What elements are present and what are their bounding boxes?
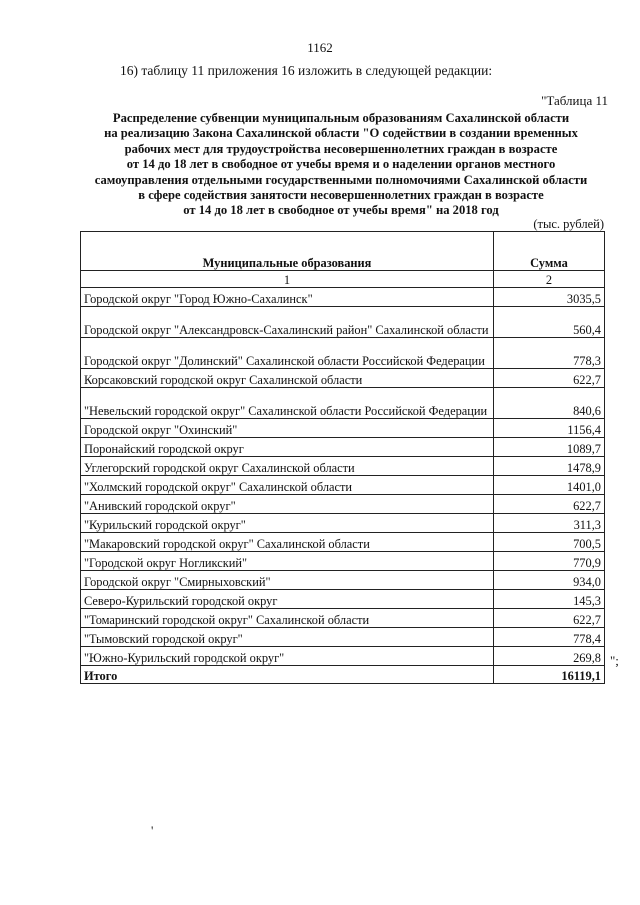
municipality-name: "Курильский городской округ" (81, 514, 494, 533)
table-row (81, 457, 605, 476)
heading-line: самоуправления отдельными государственными полномочиями Сахалинской области (94, 172, 588, 187)
municipality-name: Городской округ "Долинский" Сахалинской области Российской Федерации (81, 338, 494, 369)
subvention-sum: 934,0 (494, 571, 605, 590)
table-row (81, 438, 605, 457)
table-reference: "Таблица 11 (541, 93, 608, 108)
table-row (81, 533, 605, 552)
municipality-name: "Городской округ Ногликский" (81, 552, 494, 571)
table-row (81, 571, 605, 590)
closing-quote-mark: "; (610, 653, 619, 668)
municipality-name: "Тымовский городской округ" (81, 628, 494, 647)
subvention-sum: 700,5 (494, 533, 605, 552)
total-row (81, 666, 605, 684)
subvention-sum: 1478,9 (494, 457, 605, 476)
subvention-sum: 778,4 (494, 628, 605, 647)
units-label: (тыс. рублей) (533, 217, 604, 231)
municipality-name: "Южно-Курильский городской округ" (81, 647, 494, 666)
table-row (81, 338, 605, 369)
table-row (81, 609, 605, 628)
subvention-sum: 269,8 (494, 647, 605, 666)
table-row (81, 628, 605, 647)
heading-line: в сфере содействия занятости несовершеннолетних граждан в возрасте (138, 188, 544, 203)
total-sum: 16119,1 (494, 666, 605, 684)
page-number: 1162 (307, 40, 333, 55)
subvention-sum: 622,7 (494, 495, 605, 514)
table-row (81, 476, 605, 495)
subvention-sum: 840,6 (494, 388, 605, 419)
table-row (81, 495, 605, 514)
column-number: 1 (81, 271, 494, 288)
subvention-sum: 145,3 (494, 590, 605, 609)
municipality-name: Городской округ "Александровск-Сахалинский район" Сахалинской области (81, 307, 494, 338)
municipality-name: "Макаровский городской округ" Сахалинской области (81, 533, 494, 552)
table-row (81, 388, 605, 419)
table-row (81, 419, 605, 438)
municipality-name: Городской округ "Город Южно-Сахалинск" (81, 288, 494, 307)
municipality-name: Городской округ "Смирныховский" (81, 571, 494, 590)
table-header-row (81, 232, 605, 271)
municipality-name: Северо-Курильский городской округ (81, 590, 494, 609)
table-row (81, 647, 605, 666)
table-row (81, 288, 605, 307)
subvention-sum: 1401,0 (494, 476, 605, 495)
table-row (81, 369, 605, 388)
municipality-name: "Невельский городской округ" Сахалинской области Российской Федерации (81, 388, 494, 419)
heading-line: рабочих мест для трудоустройства несовершеннолетних граждан в возрасте (124, 141, 558, 156)
subvention-sum: 3035,5 (494, 288, 605, 307)
stray-mark: ' (151, 823, 154, 838)
column-header-sum: Сумма (494, 232, 605, 271)
table-row (81, 552, 605, 571)
subvention-sum: 1156,4 (494, 419, 605, 438)
municipality-name: "Томаринский городской округ" Сахалинской области (81, 609, 494, 628)
subvention-sum: 622,7 (494, 609, 605, 628)
municipality-name: "Холмский городской округ" Сахалинской области (81, 476, 494, 495)
subvention-sum: 1089,7 (494, 438, 605, 457)
intro-text: 16) таблицу 11 приложения 16 изложить в следующей редакции: (120, 63, 493, 78)
total-label: Итого (81, 666, 494, 684)
municipality-name: Поронайский городской округ (81, 438, 494, 457)
table-row (81, 590, 605, 609)
municipality-name: Городской округ "Охинский" (81, 419, 494, 438)
table-heading (78, 111, 604, 219)
subvention-sum: 770,9 (494, 552, 605, 571)
subvention-sum: 311,3 (494, 514, 605, 533)
table-row (81, 514, 605, 533)
table-row (81, 307, 605, 338)
column-header-municipality: Муниципальные образования (81, 232, 494, 271)
municipality-name: Корсаковский городской округ Сахалинской области (81, 369, 494, 388)
municipality-name: Углегорский городской округ Сахалинской области (81, 457, 494, 476)
heading-line: Распределение субвенции муниципальным образованиям Сахалинской области (112, 111, 570, 125)
heading-line: от 14 до 18 лет в свободное от учебы время и о наделении органов местного (126, 157, 556, 172)
subvention-sum: 560,4 (494, 307, 605, 338)
column-number: 2 (494, 271, 605, 288)
column-number-row (81, 271, 605, 288)
heading-line: от 14 до 18 лет в свободное от учебы время" на 2018 год (183, 203, 499, 218)
heading-line: на реализацию Закона Сахалинской области "О содействии в создании временных (104, 126, 578, 141)
municipality-name: "Анивский городской округ" (81, 495, 494, 514)
subvention-sum: 778,3 (494, 338, 605, 369)
subvention-sum: 622,7 (494, 369, 605, 388)
subvention-table (80, 231, 605, 684)
